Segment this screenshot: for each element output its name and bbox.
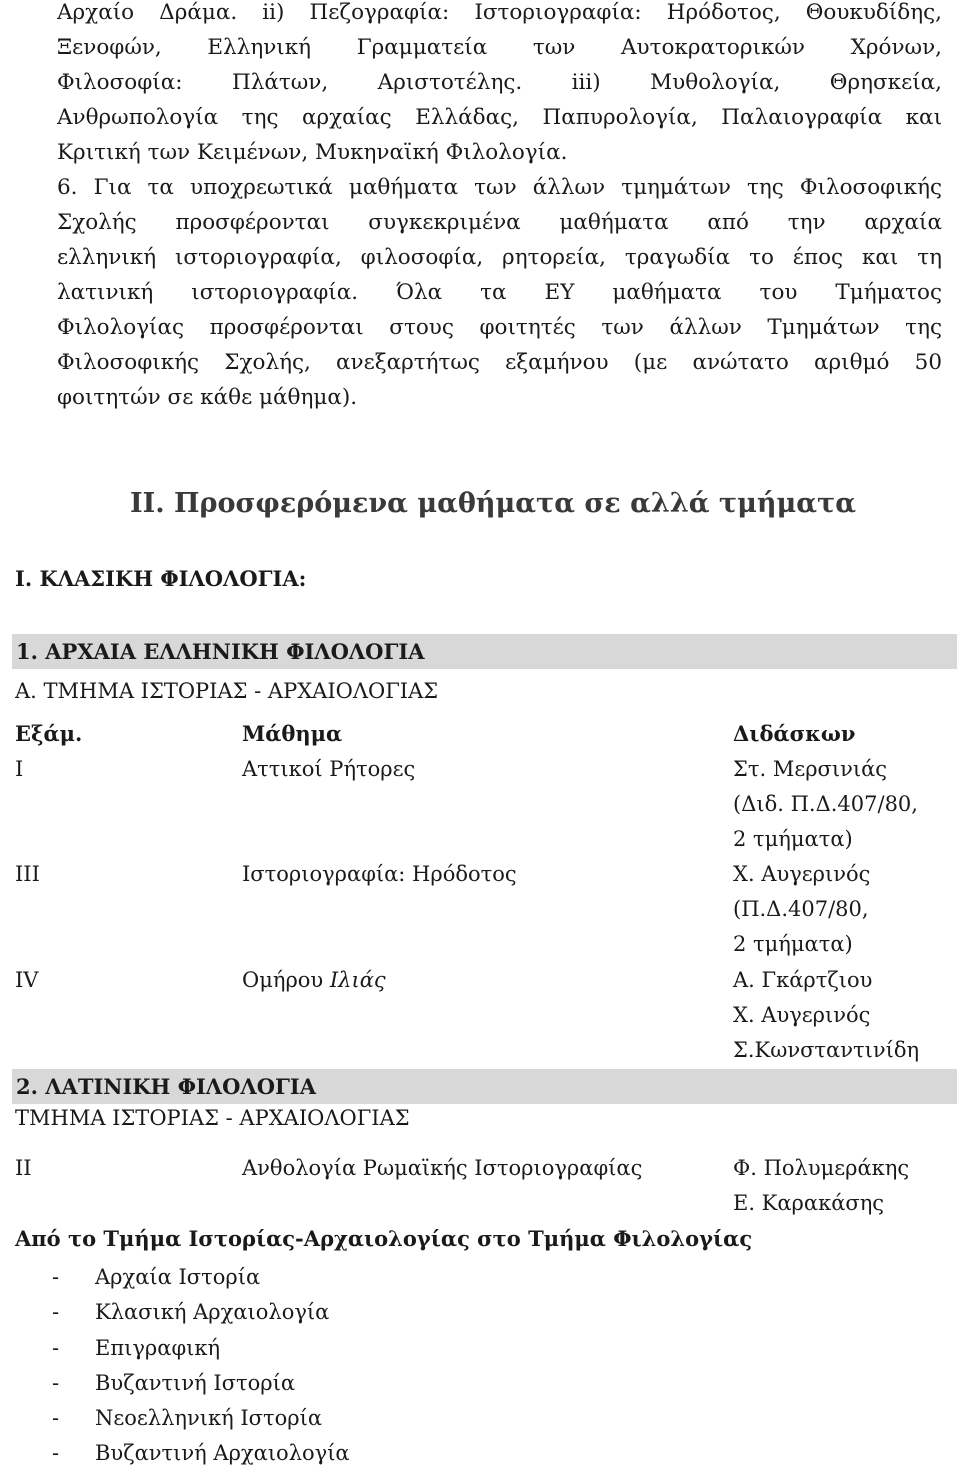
teacher-line: Φ. Πολυμεράκης — [733, 1156, 910, 1180]
intro-line: Αρχαίο Δράμα. ii) Πεζογραφία: Ιστοριογραφία: Ηρόδοτος, Θουκυδίδης, — [57, 0, 942, 25]
section-classical-philology: Ι. ΚΛΑΣΙΚΗ ΦΙΛΟΛΟΓΙΑ: — [15, 566, 307, 591]
list-item — [52, 1366, 350, 1401]
header-semester: Εξάμ. — [15, 721, 83, 746]
course-prefix: Ομήρου — [242, 968, 330, 992]
teacher-line: Α. Γκάρτζιου — [733, 968, 873, 992]
department-history-archaeology-2: ΤΜΗΜΑ ΙΣΤΟΡΙΑΣ - ΑΡΧΑΙΟΛΟΓΙΑΣ — [15, 1106, 410, 1130]
intro-line: Ξενοφών, Ελληνική Γραμματεία των Αυτοκρατορικών Χρόνων, — [57, 35, 942, 60]
point6-line: φοιτητών σε κάθε μάθημα). — [57, 385, 358, 410]
point6-line: ελληνική ιστοριογραφία, φιλοσοφία, ρητορεία, τραγωδία το έπος και τη — [57, 245, 942, 270]
teacher-line: (Π.Δ.407/80, — [733, 897, 869, 921]
row-course: Ιστοριογραφία: Ηρόδοτος — [242, 862, 517, 886]
teacher-line: (Διδ. Π.Δ.407/80, — [733, 792, 918, 816]
list-item — [52, 1436, 350, 1471]
row-course: Ανθολογία Ρωμαϊκής Ιστοριογραφίας — [242, 1156, 643, 1180]
point6-line: Σχολής προσφέρονται συγκεκριμένα μαθήματα από την αρχαία — [57, 210, 942, 235]
list-item-label: Βυζαντινή Ιστορία — [95, 1370, 296, 1395]
teacher-line: 2 τμήματα) — [733, 932, 853, 956]
list-dash: - — [52, 1300, 60, 1325]
header-course: Μάθημα — [242, 721, 343, 746]
list-item-label: Κλασική Αρχαιολογία — [95, 1300, 330, 1325]
list-item — [52, 1260, 350, 1295]
point-6-paragraph — [57, 170, 942, 415]
intro-paragraph — [57, 0, 942, 170]
row-teacher — [733, 857, 870, 962]
subsection-latin-band: 2. ΛΑΤΙΝΙΚΗ ΦΙΛΟΛΟΓΙΑ — [12, 1069, 957, 1104]
row-course — [242, 963, 386, 998]
intro-line: Φιλοσοφία: Πλάτων, Αριστοτέλης. iii) Μυθολογία, Θρησκεία, — [57, 70, 942, 95]
teacher-line: Στ. Μερσινιάς — [733, 757, 888, 781]
point6-line: Φιλολογίας προσφέρονται στους φοιτητές των άλλων Τμημάτων της — [57, 315, 942, 340]
course-italic-title: Ιλιάς — [329, 968, 386, 992]
list-item-label: Επιγραφική — [95, 1335, 221, 1360]
list-dash: - — [52, 1335, 60, 1360]
row-semester: ΙΙ — [15, 1156, 32, 1180]
teacher-line: Σ.Κωνσταντινίδη — [733, 1038, 920, 1062]
point6-line: Φιλοσοφικής Σχολής, ανεξαρτήτως εξαμήνου (με ανώτατο αριθμό 50 — [57, 350, 942, 375]
list-item — [52, 1331, 350, 1366]
teacher-line: 2 τμήματα) — [733, 827, 853, 851]
list-item — [52, 1401, 350, 1436]
list-dash: - — [52, 1406, 60, 1431]
row-semester: Ι — [15, 757, 24, 781]
row-semester: IV — [15, 968, 39, 992]
teacher-line: Χ. Αυγερινός — [733, 862, 871, 886]
row-semester: ΙΙΙ — [15, 862, 40, 886]
list-item-label: Νεοελληνική Ιστορία — [95, 1406, 323, 1431]
list-item — [52, 1295, 350, 1330]
department-history-archaeology: Α. ΤΜΗΜΑ ΙΣΤΟΡΙΑΣ - ΑΡΧΑΙΟΛΟΓΙΑΣ — [15, 679, 439, 703]
intro-line: Κριτική των Κειμένων, Μυκηναϊκή Φιλολογία. — [57, 140, 568, 165]
row-course: Αττικοί Ρήτορες — [242, 757, 416, 781]
teacher-line: Ε. Καρακάσης — [733, 1191, 885, 1215]
list-dash: - — [52, 1370, 60, 1395]
list-item-label: Αρχαία Ιστορία — [95, 1265, 261, 1289]
point6-line: 6. Για τα υποχρεωτικά μαθήματα των άλλων τμημάτων της Φιλοσοφικής — [57, 175, 942, 200]
from-department-heading: Από το Τμήμα Ιστορίας-Αρχαιολογίας στο Τμήμα Φιλολογίας — [15, 1226, 753, 1251]
section-heading-offered-courses: ΙΙ. Προσφερόμενα μαθήματα σε αλλά τμήματα — [130, 488, 856, 519]
intro-line: Ανθρωπολογία της αρχαίας Ελλάδας, Παπυρολογία, Παλαιογραφία και — [57, 105, 942, 130]
row-teacher — [733, 963, 919, 1068]
row-teacher — [733, 752, 918, 857]
list-item-label: Βυζαντινή Αρχαιολογία — [95, 1441, 350, 1466]
courses-list — [52, 1260, 350, 1472]
point6-line: λατινική ιστοριογραφία. Όλα τα ΕΥ μαθήματα του Τμήματος — [57, 280, 942, 305]
subsection-ancient-greek-band: 1. ΑΡΧΑΙΑ ΕΛΛΗΝΙΚΗ ΦΙΛΟΛΟΓΙΑ — [12, 634, 957, 669]
row-teacher — [733, 1151, 909, 1221]
header-teacher: Διδάσκων — [733, 721, 856, 746]
list-dash: - — [52, 1265, 60, 1289]
teacher-line: Χ. Αυγερινός — [733, 1003, 871, 1027]
list-dash: - — [52, 1441, 60, 1466]
